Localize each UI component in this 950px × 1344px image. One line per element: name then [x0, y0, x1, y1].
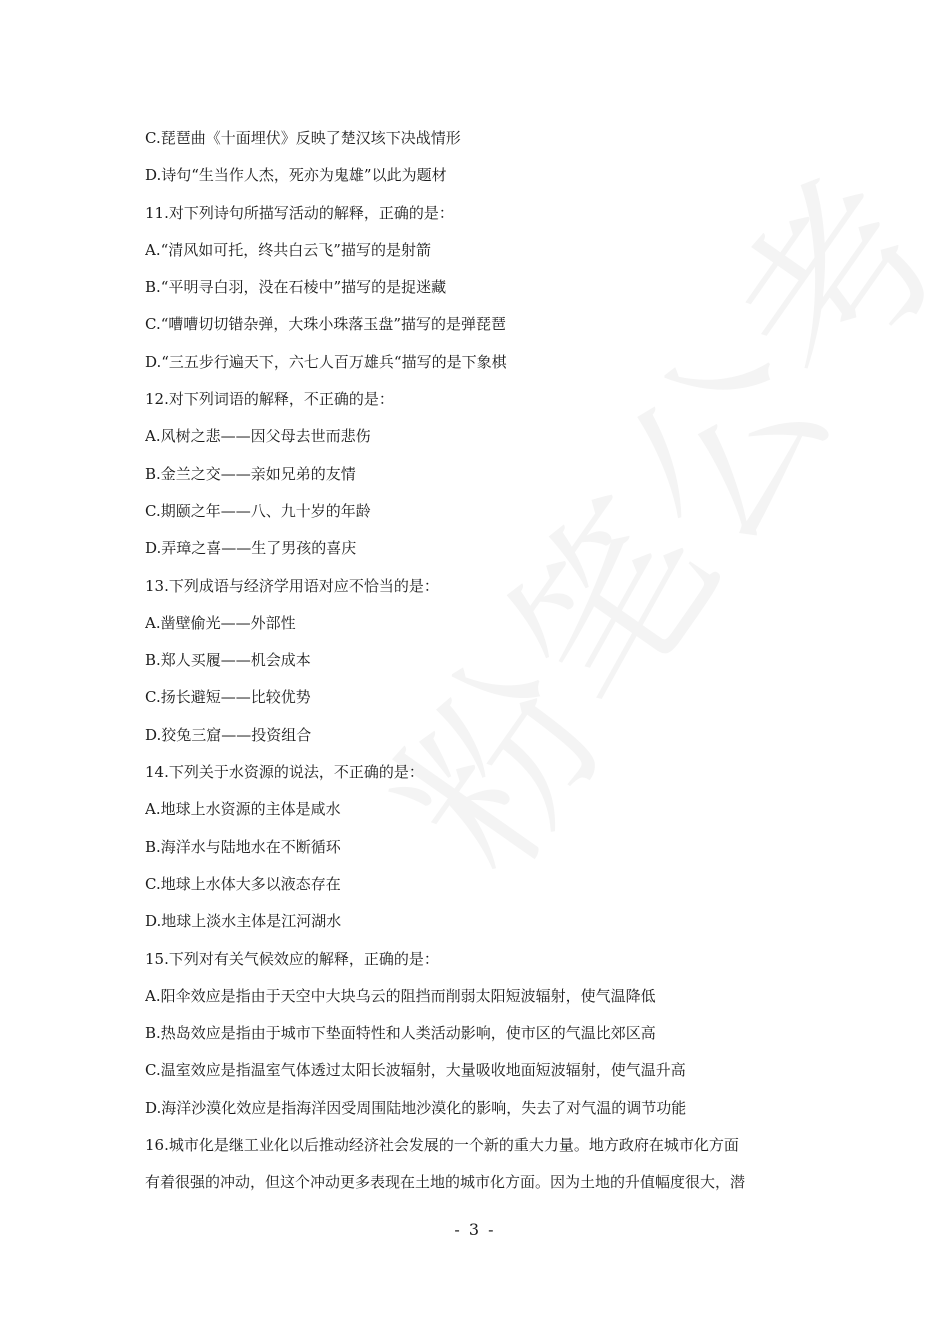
option-line: D.海洋沙漠化效应是指海洋因受周围陆地沙漠化的影响，失去了对气温的调节功能: [145, 1098, 687, 1117]
option-line: D.“三五步行遍天下，六七人百万雄兵“描写的是下象棋: [145, 352, 507, 371]
text-line: C.琵琶曲《十面埋伏》反映了楚汉垓下决战情形: [145, 129, 461, 147]
option-line: C.扬长避短——比较优势: [145, 688, 311, 707]
text-line: D.诗句“生当作人杰，死亦为鬼雄”以此为题材: [145, 166, 447, 185]
option-line: C.地球上水体大多以液态存在: [145, 874, 341, 893]
option-line: C.温室效应是指温室气体透过太阳长波辐射，大量吸收地面短波辐射，使气温升高: [145, 1061, 686, 1080]
question-11-stem: 11.对下列诗句所描写活动的解释，正确的是：: [145, 203, 454, 222]
option-line: B.“平明寻白羽，没在石棱中”描写的是捉迷藏: [145, 278, 447, 297]
document-body: [145, 120, 815, 1202]
paragraph-line: 有着很强的冲动，但这个冲动更多表现在土地的城市化方面。因为土地的升值幅度很大，潜: [145, 1173, 746, 1192]
option-line: C.期颐之年——八、九十岁的年龄: [145, 501, 371, 520]
question-16-stem: 16.城市化是继工业化以后推动经济社会发展的一个新的重大力量。地方政府在城市化方面: [145, 1136, 739, 1155]
option-line: B.热岛效应是指由于城市下垫面特性和人类活动影响，使市区的气温比郊区高: [145, 1024, 656, 1043]
option-line: A.风树之悲——因父母去世而悲伤: [145, 427, 371, 446]
question-14-stem: 14.下列关于水资源的说法，不正确的是：: [145, 763, 424, 782]
option-line: D.地球上淡水主体是江河湖水: [145, 912, 342, 931]
option-line: A.地球上水资源的主体是咸水: [145, 800, 341, 819]
question-15-stem: 15.下列对有关气候效应的解释，正确的是：: [145, 949, 439, 968]
option-line: A.阳伞效应是指由于天空中大块乌云的阻挡而削弱太阳短波辐射，使气温降低: [145, 986, 656, 1005]
page-number: - 3 -: [454, 1220, 496, 1239]
option-line: A.“清风如可托，终共白云飞”描写的是射箭: [145, 240, 431, 259]
option-line: D.弄璋之喜——生了男孩的喜庆: [145, 539, 357, 558]
option-line: B.金兰之交——亲如兄弟的友情: [145, 464, 356, 483]
option-line: B.郑人买履——机会成本: [145, 651, 311, 670]
option-line: D.狡兔三窟——投资组合: [145, 725, 312, 744]
option-line: A.凿壁偷光——外部性: [145, 613, 296, 632]
question-12-stem: 12.对下列词语的解释，不正确的是：: [145, 390, 394, 409]
option-line: B.海洋水与陆地水在不断循环: [145, 837, 341, 856]
question-13-stem: 13.下列成语与经济学用语对应不恰当的是：: [145, 576, 439, 595]
option-line: C.“嘈嘈切切错杂弹，大珠小珠落玉盘”描写的是弹琵琶: [145, 315, 507, 334]
